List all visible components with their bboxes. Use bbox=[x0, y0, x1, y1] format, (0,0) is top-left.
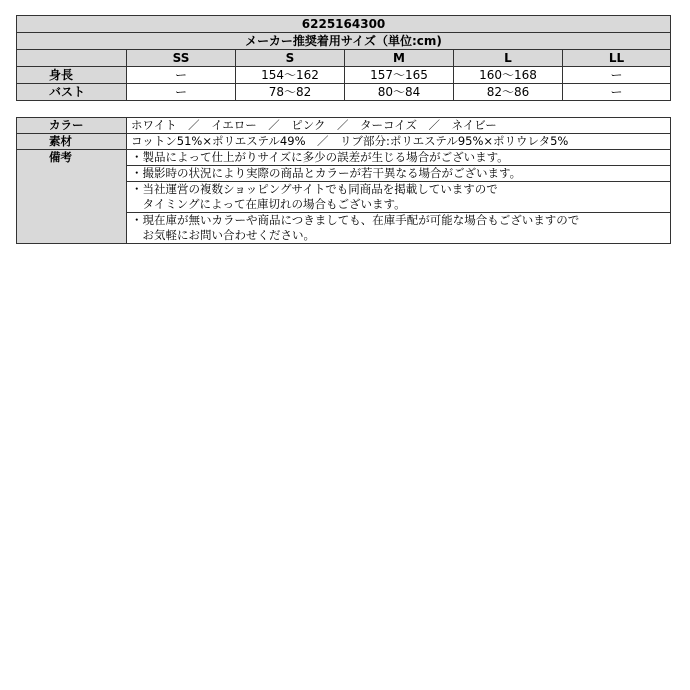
note-2-line-1: ・撮影時の状況により実際の商品とカラーが若干異なる場合がございます。 bbox=[131, 166, 522, 180]
note-item-3 bbox=[127, 182, 671, 213]
material-row bbox=[17, 134, 671, 150]
size-header-row bbox=[17, 50, 671, 67]
note-item-4 bbox=[127, 213, 671, 244]
size-table-subtitle: メーカー推奨着用サイズ（単位:cm) bbox=[17, 33, 671, 50]
material-value: コットン51%×ポリエステル49% ／ リブ部分:ポリエステル95%×ポリウレタ5% bbox=[127, 134, 671, 150]
note-3-line-1: ・当社運営の複数ショッピングサイトでも同商品を掲載していますので bbox=[131, 182, 498, 196]
size-header-ss: SS bbox=[127, 50, 236, 67]
bust-m: 80〜84 bbox=[345, 84, 454, 101]
color-row bbox=[17, 118, 671, 134]
bust-s: 78〜82 bbox=[236, 84, 345, 101]
bust-ll: ー bbox=[563, 84, 671, 101]
info-table bbox=[16, 117, 671, 244]
color-value: ホワイト ／ イエロー ／ ピンク ／ ターコイズ ／ ネイビー bbox=[127, 118, 671, 134]
note-4-line-1: ・現在庫が無いカラーや商品につきましても、在庫手配が可能な場合もございますので bbox=[131, 213, 580, 227]
size-header-l: L bbox=[454, 50, 563, 67]
bust-row bbox=[17, 84, 671, 101]
note-3-line-2: タイミングによって在庫切れの場合もございます。 bbox=[131, 197, 406, 211]
height-ll: ー bbox=[563, 67, 671, 84]
material-label: 素材 bbox=[17, 134, 127, 150]
color-label: カラー bbox=[17, 118, 127, 134]
subtitle-row bbox=[17, 33, 671, 50]
note-4-line-2: お気軽にお問い合わせください。 bbox=[131, 228, 315, 242]
height-m: 157〜165 bbox=[345, 67, 454, 84]
height-label: 身長 bbox=[17, 67, 127, 84]
note-item-2 bbox=[127, 166, 671, 182]
height-s: 154〜162 bbox=[236, 67, 345, 84]
notes-row-1 bbox=[17, 150, 671, 166]
height-ss: ー bbox=[127, 67, 236, 84]
note-1-line-1: ・製品によって仕上がりサイズに多少の誤差が生じる場合がございます。 bbox=[131, 150, 509, 164]
product-code-row bbox=[17, 16, 671, 33]
size-header-blank bbox=[17, 50, 127, 67]
product-code: 6225164300 bbox=[17, 16, 671, 33]
notes-label: 備考 bbox=[17, 150, 127, 244]
note-item-1 bbox=[127, 150, 671, 166]
height-row bbox=[17, 67, 671, 84]
bust-l: 82〜86 bbox=[454, 84, 563, 101]
bust-label: バスト bbox=[17, 84, 127, 101]
size-table bbox=[16, 15, 671, 101]
size-header-m: M bbox=[345, 50, 454, 67]
height-l: 160〜168 bbox=[454, 67, 563, 84]
bust-ss: ー bbox=[127, 84, 236, 101]
size-header-s: S bbox=[236, 50, 345, 67]
size-header-ll: LL bbox=[563, 50, 671, 67]
